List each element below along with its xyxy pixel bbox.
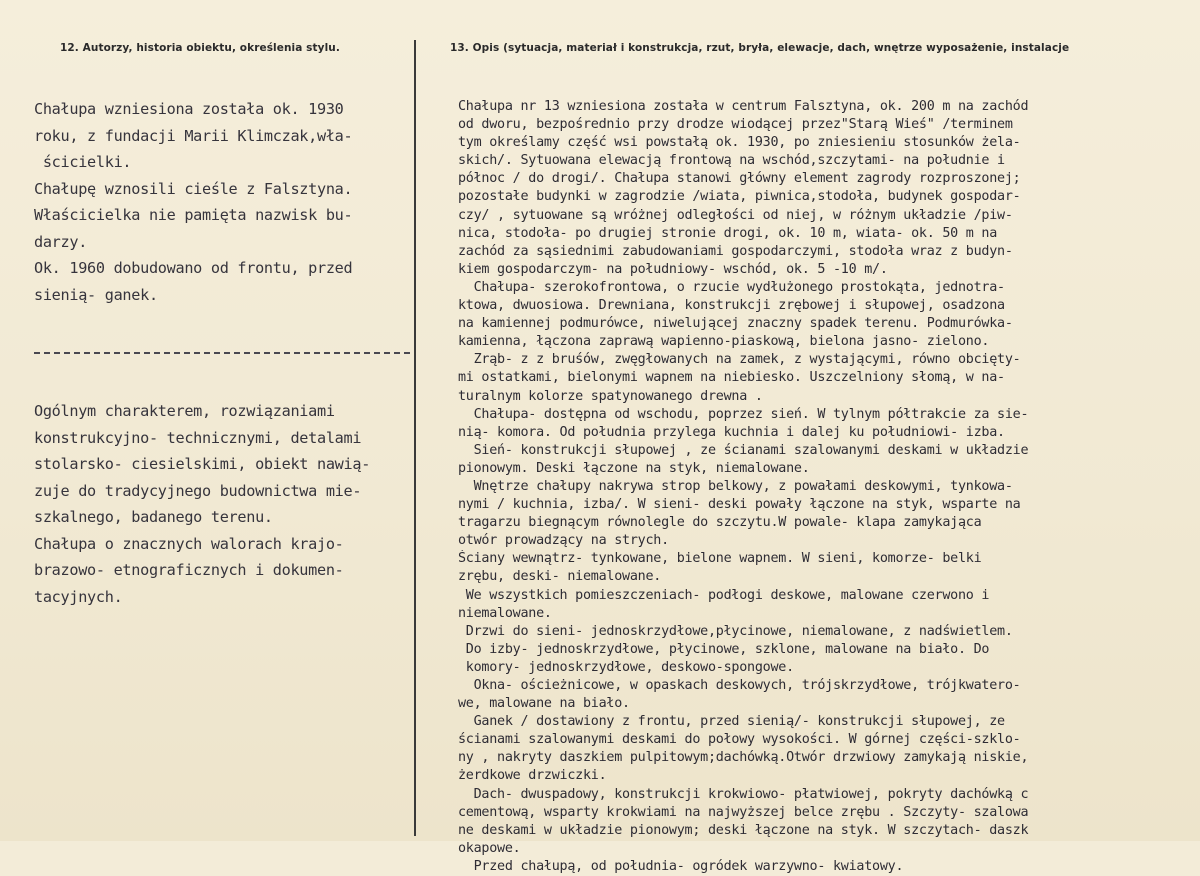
text-line: We wszystkich pomieszczeniach- podłogi deskowe, malowane czerwono i bbox=[458, 587, 990, 603]
description-text bbox=[458, 98, 1198, 876]
text-line: ktowa, dwuosiowa. Drewniana, konstrukcji zrębowej i słupowej, osadzona bbox=[458, 298, 1005, 314]
text-line: tragarzu biegnącym równolegle do szczytu.W powale- klapa zamykająca bbox=[458, 515, 982, 531]
text-line: Chałupa- szerokofrontowa, o rzucie wydłużonego prostokąta, jednotra- bbox=[458, 279, 1005, 295]
text-line: sienią- ganek. bbox=[34, 285, 158, 304]
text-line: roku, z fundacji Marii Klimczak,wła- bbox=[34, 126, 353, 145]
text-line: na kamiennej podmurówce, niwelującej znaczny spadek terenu. Podmurówka- bbox=[458, 316, 1013, 332]
text-line: stolarsko- ciesielskimi, obiekt nawią- bbox=[34, 455, 371, 473]
text-line: we, malowane na biało. bbox=[458, 696, 630, 712]
text-line: zachód za sąsiednimi zabudowaniami gospodarczymi, stodoła wraz z budyn- bbox=[458, 243, 1013, 259]
text-line: zuje do tradycyjnego budownictwa mie- bbox=[34, 481, 362, 500]
text-line: Dach- dwuspadowy, konstrukcji krokwiowo- płatwiowej, pokryty dachówką c bbox=[458, 786, 1029, 802]
text-line: Wnętrze chałupy nakrywa strop belkowy, z powałami deskowymi, tynkowa- bbox=[458, 478, 1013, 494]
text-line: Do izby- jednoskrzydłowe, płycinowe, szklone, malowane na biało. Do bbox=[458, 641, 990, 657]
text-line: kamienna, łączona zaprawą wapienno-piaskową, bielona jasno- zielono. bbox=[458, 334, 990, 350]
text-line: Drzwi do sieni- jednoskrzydłowe,płycinowe, niemalowane, z nadświetlem. bbox=[458, 623, 1013, 639]
text-line: komory- jednoskrzydłowe, deskowo-spongowe. bbox=[458, 659, 794, 675]
text-line: brazowo- etnograficznych i dokumen- bbox=[34, 561, 344, 579]
text-line: Chałupa o znacznych walorach krajo- bbox=[34, 534, 344, 553]
text-line: Ganek / dostawiony z frontu, przed sienią/- konstrukcji słupowej, ze bbox=[458, 714, 1005, 730]
text-line: ścicielki. bbox=[34, 153, 132, 171]
text-line: Ok. 1960 dobudowano od frontu, przed bbox=[34, 259, 353, 277]
section-12-header: 12. Autorzy, historia obiektu, określenia stylu. bbox=[60, 42, 340, 54]
text-line: Chałupa nr 13 wzniesiona została w centrum Falsztyna, ok. 200 m na zachód bbox=[458, 99, 1029, 114]
text-line: północ / do drogi/. Chałupa stanowi główny element zagrody rozproszonej; bbox=[458, 171, 1021, 187]
text-line: zrębu, deski- niemalowane. bbox=[458, 569, 662, 585]
dashed-separator bbox=[34, 352, 410, 354]
text-line: niemalowane. bbox=[458, 605, 552, 621]
text-line: otwór prowadzący na strych. bbox=[458, 533, 669, 549]
text-line: ny , nakryty daszkiem pulpitowym;dachówką.Otwór drzwiowy zamykają niskie, bbox=[458, 750, 1029, 766]
text-line: czy/ , sytuowane są wróżnej odległości od niej, w różnym układzie /piw- bbox=[458, 207, 1013, 223]
text-line: Ściany wewnątrz- tynkowane, bielone wapnem. W sieni, komorze- belki bbox=[458, 551, 982, 567]
text-line: tym określamy część wsi powstałą ok. 1930, po zniesieniu stosunków żela- bbox=[458, 135, 1021, 151]
text-line: Właścicielka nie pamięta nazwisk bu- bbox=[34, 206, 353, 224]
text-line: Chałupa wzniesiona została ok. 1930 bbox=[34, 100, 344, 118]
text-line: Przed chałupą, od południa- ogródek warzywno- kwiatowy. bbox=[458, 858, 904, 874]
section-13-header: 13. Opis (sytuacja, materiał i konstrukcja, rzut, bryła, elewacje, dach, wnętrze wyposażenie, instalacje bbox=[450, 42, 1070, 54]
text-line: pionowym. Deski łączone na styk, niemalowane. bbox=[458, 460, 810, 476]
text-line: turalnym kolorze spatynowanego drewna . bbox=[458, 388, 763, 404]
text-line: szkalnego, badanego terenu. bbox=[34, 508, 273, 526]
text-line: Chałupa- dostępna od wschodu, poprzez sień. W tylnym półtrakcie za sie- bbox=[458, 406, 1029, 422]
text-line: darzy. bbox=[34, 232, 88, 251]
text-line: cementową, wsparty krokwiami na najwyższej belce zrębu . Szczyty- szalowa bbox=[458, 804, 1029, 820]
text-line: Zrąb- z z bruśów, zwęgłowanych na zamek, z wystającymi, równo obcięty- bbox=[458, 352, 1021, 368]
text-line: nica, stodoła- po drugiej stronie drogi, ok. 10 m, wiata- ok. 50 m na bbox=[458, 225, 998, 241]
text-line: ne deskami w układzie pionowym; deski łączone na styk. W szczytach- daszk bbox=[458, 822, 1029, 838]
text-line: mi ostatkami, bielonymi wapnem na niebiesko. Uszczelniony słomą, w na- bbox=[458, 370, 1005, 386]
style-assessment-text bbox=[34, 398, 414, 610]
text-line: Sień- konstrukcji słupowej , ze ścianami szalowanymi deskami w układzie bbox=[458, 442, 1029, 458]
text-line: ścianami szalowanymi deskami do połowy wysokości. W górnej części-szklo- bbox=[458, 732, 1021, 748]
text-line: żerdkowe drzwiczki. bbox=[458, 768, 607, 784]
text-line: nymi / kuchnia, izba/. W sieni- deski powały łączone na styk, wsparte na bbox=[458, 497, 1021, 513]
text-line: od dworu, bezpośrednio przy drodze wiodącej przez"Starą Wieś" /terminem bbox=[458, 117, 1013, 133]
authors-history-text bbox=[34, 96, 414, 308]
text-line: nią- komora. Od południa przylega kuchnia i dalej ku południowi- izba. bbox=[458, 424, 1005, 440]
text-line: kiem gospodarczym- na południowy- wschód, ok. 5 -10 m/. bbox=[458, 261, 888, 277]
text-line: skich/. Sytuowana elewacją frontową na wschód,szczytami- na południe i bbox=[458, 153, 1005, 169]
text-line: okapowe. bbox=[458, 840, 521, 856]
text-line: Ogólnym charakterem, rozwiązaniami bbox=[34, 402, 335, 420]
text-line: pozostałe budynki w zagrodzie /wiata, piwnica,stodoła, budynek gospodar- bbox=[458, 189, 1021, 205]
text-line: Okna- ościeżnicowe, w opaskach deskowych, trójskrzydłowe, trójkwatero- bbox=[458, 678, 1021, 693]
column-divider bbox=[414, 40, 416, 836]
text-line: tacyjnych. bbox=[34, 587, 123, 606]
text-line: Chałupę wznosili cieśle z Falsztyna. bbox=[34, 179, 353, 198]
text-line: konstrukcyjno- technicznymi, detalami bbox=[34, 428, 362, 447]
